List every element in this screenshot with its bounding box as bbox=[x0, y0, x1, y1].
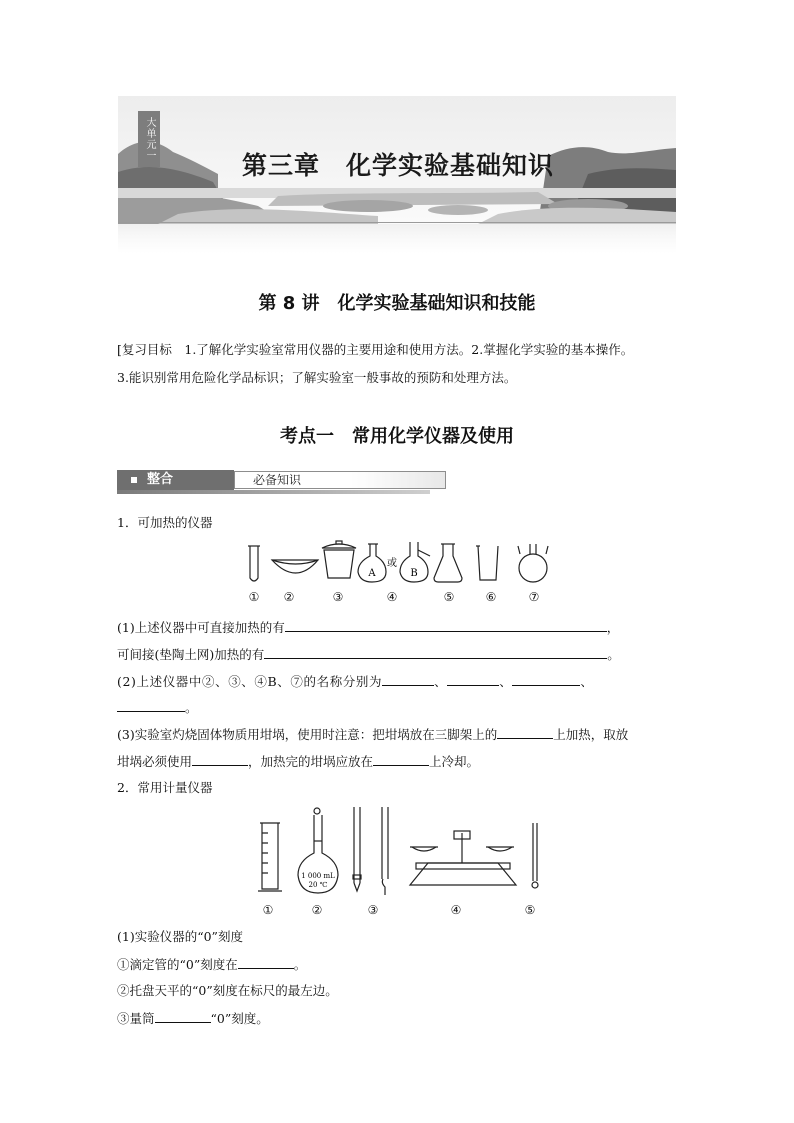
zero-q2: ②托盘天平的“0”刻度在标尺的最左边。 bbox=[117, 983, 338, 998]
beaker-icon bbox=[476, 546, 498, 580]
flask-volume-label: 1 000 mL bbox=[301, 872, 335, 880]
q1b-suffix: 。 bbox=[607, 647, 620, 662]
thermometer-icon bbox=[532, 823, 538, 888]
balance-icon bbox=[410, 831, 516, 885]
q3-part1: (3)实验室灼烧固体物质用坩埚，使用时注意：把坩埚放在三脚架上的 bbox=[117, 727, 498, 742]
three-neck-flask-icon bbox=[518, 544, 548, 582]
answer-blank[interactable] bbox=[382, 673, 434, 686]
evaporating-dish-icon bbox=[272, 560, 318, 573]
heating-q1a bbox=[117, 619, 682, 636]
q3-part3: 坩埚必须使用 bbox=[117, 754, 193, 769]
review-goals-line-2: 3.能识别常用危险化学品标识；了解实验室一般事故的预防和处理方法。 bbox=[117, 370, 517, 385]
section-light-label: 必备知识 bbox=[253, 473, 302, 487]
zero-title: (1)实验仪器的“0”刻度 bbox=[117, 929, 243, 944]
zero-q3 bbox=[117, 1010, 682, 1027]
heating-q2-cont bbox=[117, 699, 682, 716]
flask-b-label: B bbox=[410, 568, 418, 579]
square-icon bbox=[131, 477, 137, 483]
separator: 、 bbox=[499, 674, 513, 689]
q3-part4: ，加热完的坩埚应放在 bbox=[248, 754, 374, 769]
q1a-prefix: (1)上述仪器中可直接加热的有 bbox=[117, 620, 285, 635]
flask-or-label: 或 bbox=[387, 558, 397, 569]
q3-part2: 上加热，取放 bbox=[553, 727, 629, 742]
heating-q2 bbox=[117, 673, 682, 690]
heating-label-1: ① bbox=[248, 590, 260, 604]
z3-prefix: ③量筒 bbox=[117, 1011, 155, 1026]
measuring-label-2: ② bbox=[311, 903, 323, 917]
zero-q1 bbox=[117, 956, 682, 973]
answer-blank[interactable] bbox=[285, 619, 607, 632]
answer-blank[interactable] bbox=[373, 753, 429, 766]
measuring-label-1: ① bbox=[262, 903, 274, 917]
acid-burette-icon bbox=[353, 807, 361, 891]
section-bar bbox=[117, 470, 430, 494]
q2-prefix: (2)上述仪器中②、③、④B、⑦的名称分别为 bbox=[117, 674, 383, 689]
heating-q1b bbox=[117, 646, 682, 663]
lesson-title: 第 8 讲 化学实验基础知识和技能 bbox=[258, 293, 536, 314]
answer-blank[interactable] bbox=[497, 726, 553, 739]
period: 。 bbox=[185, 700, 198, 715]
review-goals-line-1: [复习目标 1.了解化学实验室常用仪器的主要用途和使用方法。2.掌握化学实验的基本操作。 bbox=[117, 342, 634, 357]
base-burette-icon bbox=[382, 807, 388, 895]
test-tube-icon bbox=[248, 546, 260, 581]
q1b-prefix: 可间接(垫陶土网)加热的有 bbox=[117, 647, 265, 662]
section-dark-label: 整合 bbox=[147, 472, 174, 487]
heating-label-6: ⑥ bbox=[485, 590, 497, 604]
heating-q3-line1 bbox=[117, 726, 682, 743]
heating-label-2: ② bbox=[283, 590, 295, 604]
section-bar-dark bbox=[117, 470, 234, 490]
z1-suffix: 。 bbox=[293, 957, 307, 972]
heating-title: 1．可加热的仪器 bbox=[117, 515, 213, 530]
heating-q3-line2 bbox=[117, 753, 682, 770]
measuring-label-3: ③ bbox=[367, 903, 379, 917]
flask-temp-label: 20 ℃ bbox=[308, 881, 328, 889]
answer-blank[interactable] bbox=[192, 753, 248, 766]
separator: 、 bbox=[434, 674, 448, 689]
chapter-title: 第三章 化学实验基础知识 bbox=[241, 151, 554, 180]
answer-blank[interactable] bbox=[447, 673, 499, 686]
crucible-icon bbox=[322, 541, 356, 578]
conical-flask-icon bbox=[434, 544, 462, 582]
separator: 、 bbox=[580, 674, 594, 689]
unit-tag: 大单元一 bbox=[138, 111, 160, 167]
z3-suffix: “0”刻度。 bbox=[210, 1011, 269, 1026]
heating-instruments-figure bbox=[240, 538, 560, 588]
answer-blank[interactable] bbox=[117, 699, 185, 712]
answer-blank[interactable] bbox=[238, 956, 294, 969]
q3-part5: 上冷却。 bbox=[429, 754, 480, 769]
heating-label-7: ⑦ bbox=[528, 590, 540, 604]
measuring-instruments-figure bbox=[250, 803, 550, 899]
flask-a-label: A bbox=[368, 568, 376, 579]
graduated-cylinder-icon bbox=[258, 823, 282, 891]
measuring-label-4: ④ bbox=[450, 903, 462, 917]
q1a-suffix: ， bbox=[606, 620, 620, 635]
answer-blank[interactable] bbox=[264, 646, 607, 659]
measuring-title: 2．常用计量仪器 bbox=[117, 780, 213, 795]
point-title: 考点一 常用化学仪器及使用 bbox=[280, 426, 514, 447]
measuring-label-5: ⑤ bbox=[524, 903, 536, 917]
answer-blank[interactable] bbox=[512, 673, 580, 686]
section-bar-light bbox=[234, 471, 446, 489]
heating-label-4: ④ bbox=[386, 590, 398, 604]
z1-prefix: ①滴定管的“0”刻度在 bbox=[117, 957, 238, 972]
heating-label-5: ⑤ bbox=[443, 590, 455, 604]
heating-label-3: ③ bbox=[332, 590, 344, 604]
answer-blank[interactable] bbox=[155, 1010, 211, 1023]
